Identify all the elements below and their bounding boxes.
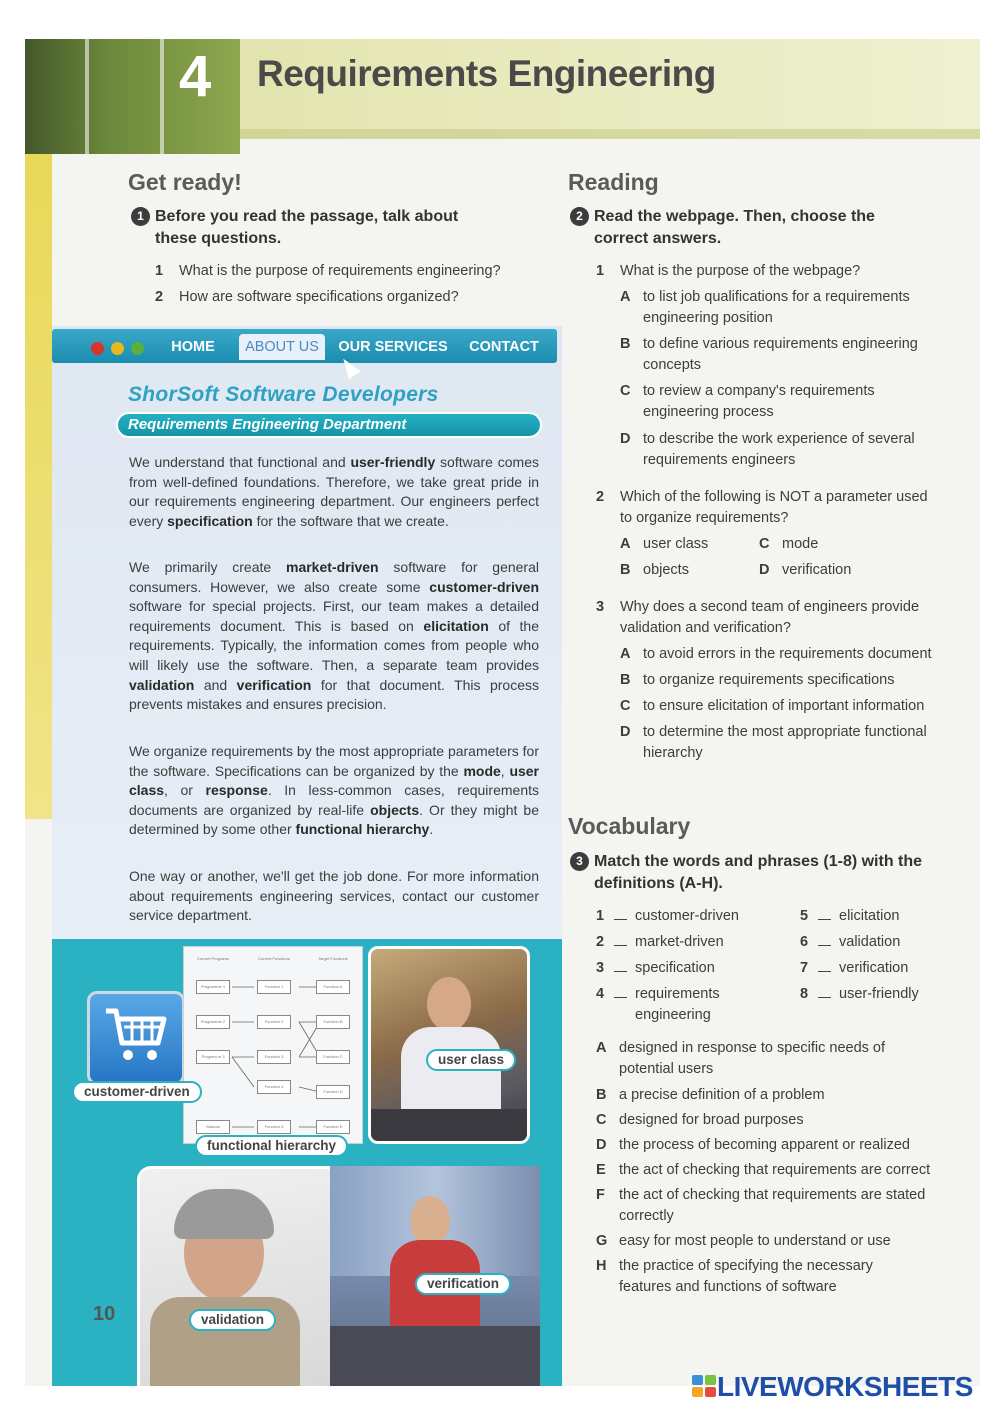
department-name: Requirements Engineering Department	[128, 416, 407, 433]
answer-option[interactable]: A to list job qualifications for a requirements engineering position	[620, 289, 910, 326]
webpage-paragraph: We organize requirements by the most appropriate parameters for the software. Specifications can be organized by the mode, user class, or response. In less-common cases, requirements documents are organized by real-life objects. Or they might be determined by some other functional hierarchy.	[129, 743, 540, 838]
header-underline	[240, 129, 980, 139]
answer-option[interactable]: B to define various requirements engineering concepts	[620, 336, 918, 373]
vocab-definition: H the practice of specifying the necessary features and functions of software	[596, 1258, 873, 1295]
tag-user-class: user class	[426, 1049, 516, 1071]
desk	[330, 1326, 540, 1386]
chart-box: Function B	[316, 1015, 350, 1029]
tag-verification: verification	[415, 1273, 511, 1295]
nav-home[interactable]: HOME	[171, 339, 215, 355]
shopping-cart-icon	[102, 1001, 170, 1069]
answer-option[interactable]: A to avoid errors in the requirements document	[620, 646, 932, 662]
validation-photo	[137, 1166, 349, 1386]
tag-customer-driven: customer-driven	[72, 1081, 202, 1103]
unit-title: Requirements Engineering	[257, 53, 716, 94]
chart-box: Function C	[316, 1050, 350, 1064]
chart-box: Function A	[316, 980, 350, 994]
webpage-paragraph: We primarily create market-driven software for general consumers. However, we also create some customer-driven software for special projects. First, our team makes a detailed requirements document. This is based on elicitation of the requirements. Typically, the information comes from people who will likely use the software. Then, a separate team provides validation and verification for that document. This process prevents mistakes and ensures precision.	[129, 559, 540, 713]
vocab-definition: G easy for most people to understand or use	[596, 1233, 891, 1249]
chart-box: Function 4	[257, 1080, 291, 1094]
vocab-definition: A designed in response to specific needs of potential users	[596, 1040, 886, 1077]
man-shirt	[401, 1027, 501, 1117]
vocab-word[interactable]: 5 elicitation	[800, 908, 900, 924]
vocab-word[interactable]: 6 validation	[800, 934, 901, 950]
vocab-definition: F the act of checking that requirements are stated correctly	[596, 1187, 926, 1224]
exercise-number-badge: 2	[570, 207, 589, 226]
answer-option[interactable]: C mode	[759, 536, 819, 552]
answer-option[interactable]: D to describe the work experience of several requirements engineers	[620, 431, 915, 468]
exercise-number-badge: 3	[570, 852, 589, 871]
nav-contact[interactable]: CONTACT	[469, 339, 539, 355]
tag-validation: validation	[189, 1309, 276, 1331]
chart-box: Function 2	[257, 1015, 291, 1029]
tag-functional-hierarchy: functional hierarchy	[195, 1135, 348, 1157]
nav-our-services[interactable]: OUR SERVICES	[338, 339, 448, 355]
reading-instruction: 2 Read the webpage. Then, choose the correct answers.	[570, 206, 875, 250]
chart-box: Program m 3	[196, 1050, 230, 1064]
exercise-number-badge: 1	[131, 207, 150, 226]
desk	[371, 1109, 530, 1144]
chart-header: Current Functions	[258, 956, 290, 961]
woman-figure	[410, 1196, 450, 1246]
vocab-definition: C designed for broad purposes	[596, 1112, 804, 1128]
get-ready-question: 2 How are software specifications organized?	[155, 289, 459, 305]
chart-box: Manual	[196, 1120, 230, 1134]
reading-question: 3 Why does a second team of engineers provide validation and verification?	[596, 599, 920, 636]
hierarchy-chart	[183, 946, 363, 1144]
window-dot-green	[131, 342, 144, 355]
chart-box: Function E	[316, 1120, 350, 1134]
webpage-paragraph: We understand that functional and user-friendly software comes from well-defined foundations. Therefore, we take great pride in our requirements engineering department. Our engineers perfect every specification for the software that we create.	[129, 454, 539, 529]
header-stripe	[160, 39, 164, 154]
answer-option[interactable]: B to organize requirements specifications	[620, 672, 895, 688]
vocab-word[interactable]: 3 specification	[596, 960, 715, 976]
chart-box: Function D	[316, 1085, 350, 1099]
vocab-word[interactable]: 7 verification	[800, 960, 909, 976]
vocabulary-instruction: 3 Match the words and phrases (1-8) with the definitions (A-H).	[570, 851, 922, 895]
vocab-definition: B a precise definition of a problem	[596, 1087, 825, 1103]
answer-option[interactable]: D to determine the most appropriate functional hierarchy	[620, 724, 927, 761]
textbook-page	[25, 39, 980, 1386]
nav-about-us[interactable]: ABOUT US	[239, 334, 325, 360]
hierarchy-connectors	[184, 947, 364, 1145]
window-dot-yellow	[111, 342, 124, 355]
vocab-word[interactable]: 4 requirements engineering	[596, 986, 720, 1023]
header-stripe	[85, 39, 89, 154]
chart-box: Programme 2	[196, 1015, 230, 1029]
page-number: 10	[93, 1303, 116, 1325]
answer-option[interactable]: D verification	[759, 562, 852, 578]
user-class-photo	[368, 946, 530, 1144]
chart-header: Current Programs	[197, 956, 229, 961]
company-name: ShorSoft Software Developers	[128, 383, 439, 406]
reading-heading: Reading	[568, 169, 659, 195]
vocab-word[interactable]: 1 customer-driven	[596, 908, 739, 924]
liveworksheets-wordmark: LIVEWORKSHEETS	[717, 1371, 973, 1402]
answer-option[interactable]: A user class	[620, 536, 709, 552]
side-accent-bar	[25, 154, 52, 819]
reading-question: 2 Which of the following is NOT a parameter used to organize requirements?	[596, 489, 928, 526]
man-figure	[427, 977, 471, 1031]
get-ready-question: 1 What is the purpose of requirements engineering?	[155, 263, 501, 279]
chart-header: Target Functions	[318, 956, 348, 961]
vocab-word[interactable]: 8 user-friendly	[800, 986, 919, 1002]
vocab-word[interactable]: 2 market-driven	[596, 934, 724, 950]
chart-box: Function 1	[257, 980, 291, 994]
answer-option[interactable]: B objects	[620, 562, 689, 578]
vocab-definition: E the act of checking that requirements are correct	[596, 1162, 931, 1178]
answer-option[interactable]: C to review a company's requirements engineering process	[620, 383, 875, 420]
window-dot-red	[91, 342, 104, 355]
vocab-definition: D the process of becoming apparent or realized	[596, 1137, 910, 1153]
liveworksheets-logo-icon	[692, 1375, 718, 1399]
chart-box: Function 3	[257, 1050, 291, 1064]
chart-box: Function 5	[257, 1120, 291, 1134]
reading-question: 1 What is the purpose of the webpage?	[596, 263, 861, 279]
woman-hair	[174, 1189, 274, 1239]
vocabulary-heading: Vocabulary	[568, 813, 691, 839]
unit-number: 4	[179, 44, 212, 109]
answer-option[interactable]: C to ensure elicitation of important information	[620, 698, 925, 714]
get-ready-heading: Get ready!	[128, 169, 242, 195]
chart-box: Programme 1	[196, 980, 230, 994]
webpage-paragraph: One way or another, we'll get the job done. For more information about requirements engineering services, contact our customer service department.	[129, 868, 539, 924]
get-ready-instruction: 1 Before you read the passage, talk about these questions.	[131, 206, 458, 250]
